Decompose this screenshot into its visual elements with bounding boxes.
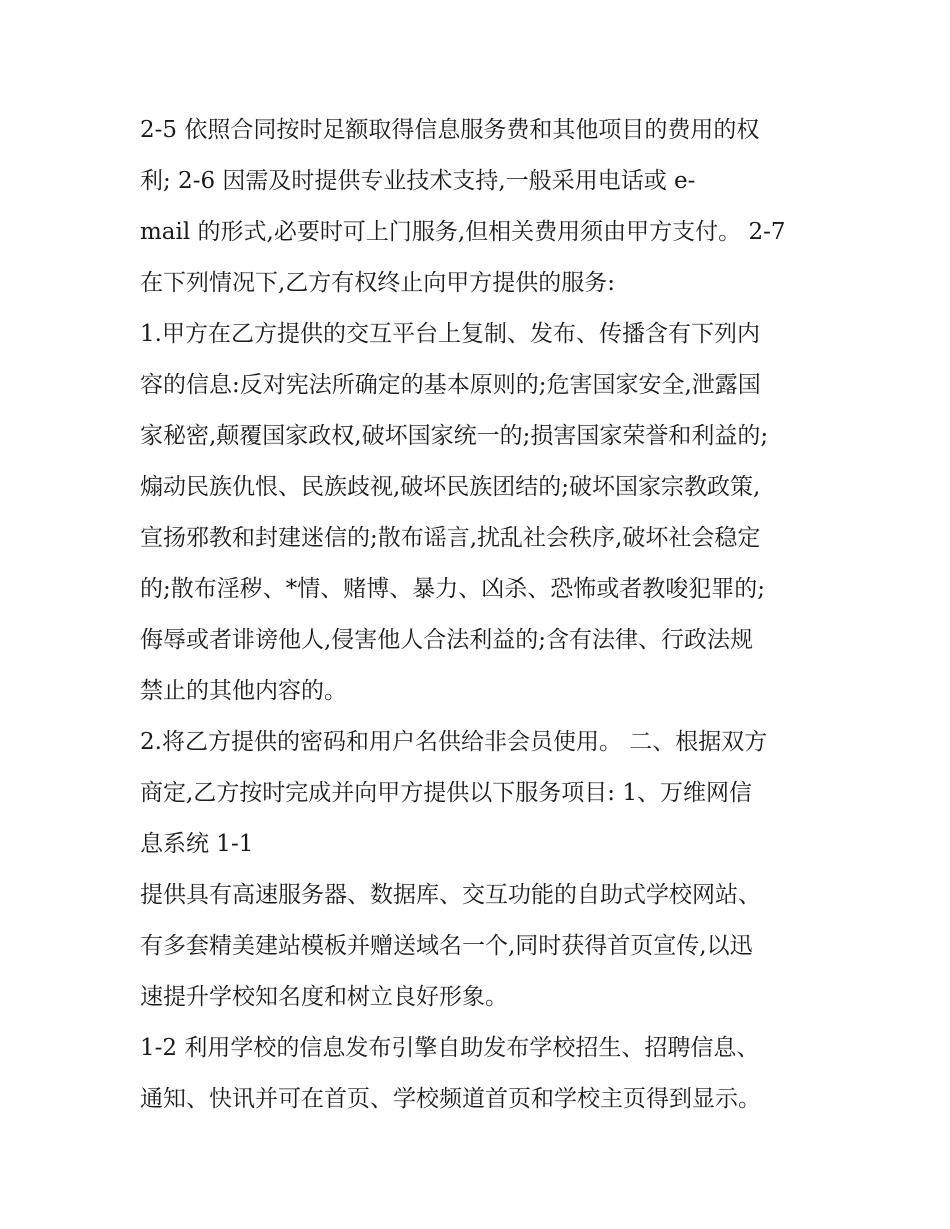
text-line: 息系统 1-1 — [140, 831, 254, 857]
text-line: 速提升学校知名度和树立良好形象。 — [140, 984, 508, 1010]
text-line: 商定,乙方按时完成并向甲方提供以下服务项目: 1、万维网信 — [140, 780, 753, 806]
text-line: 宣扬邪教和封建迷信的;散布谣言,扰乱社会秩序,破坏社会稳定 — [140, 525, 761, 551]
text-line: 侮辱或者诽谤他人,侵害他人合法利益的;含有法律、行政法规 — [140, 627, 754, 653]
text-line: 1.甲方在乙方提供的交互平台上复制、发布、传播含有下列内 — [140, 321, 760, 347]
text-line: 禁止的其他内容的。 — [140, 678, 347, 704]
text-line: 有多套精美建站模板并赠送域名一个,同时获得首页宣传,以迅 — [140, 933, 753, 959]
text-line: 在下列情况下,乙方有权终止向甲方提供的服务: — [140, 270, 616, 296]
text-line: 通知、快讯并可在首页、学校频道首页和学校主页得到显示。 — [140, 1086, 761, 1112]
text-line: 煽动民族仇恨、民族歧视,破坏民族团结的;破坏国家宗教政策, — [140, 474, 761, 500]
text-line: 利; 2-6 因需及时提供专业技术支持,一般采用电话或 e- — [140, 168, 696, 194]
text-line: 家秘密,颠覆国家政权,破坏国家统一的;损害国家荣誉和利益的; — [140, 423, 769, 449]
text-line: 的;散布淫秽、*情、赌博、暴力、凶杀、恐怖或者教唆犯罪的; — [140, 576, 765, 602]
document-body — [140, 105, 820, 1125]
text-line: 提供具有高速服务器、数据库、交互功能的自助式学校网站、 — [140, 882, 761, 908]
text-line: mail 的形式,必要时可上门服务,但相关费用须由甲方支付。 2-7 — [140, 219, 786, 245]
text-line: 2-5 依照合同按时足额取得信息服务费和其他项目的费用的权 — [140, 117, 760, 143]
text-line: 1-2 利用学校的信息发布引擎自助发布学校招生、招聘信息、 — [140, 1035, 760, 1061]
text-line: 2.将乙方提供的密码和用户名供给非会员使用。 二、根据双方 — [140, 729, 768, 755]
text-line: 容的信息:反对宪法所确定的基本原则的;危害国家安全,泄露国 — [140, 372, 761, 398]
